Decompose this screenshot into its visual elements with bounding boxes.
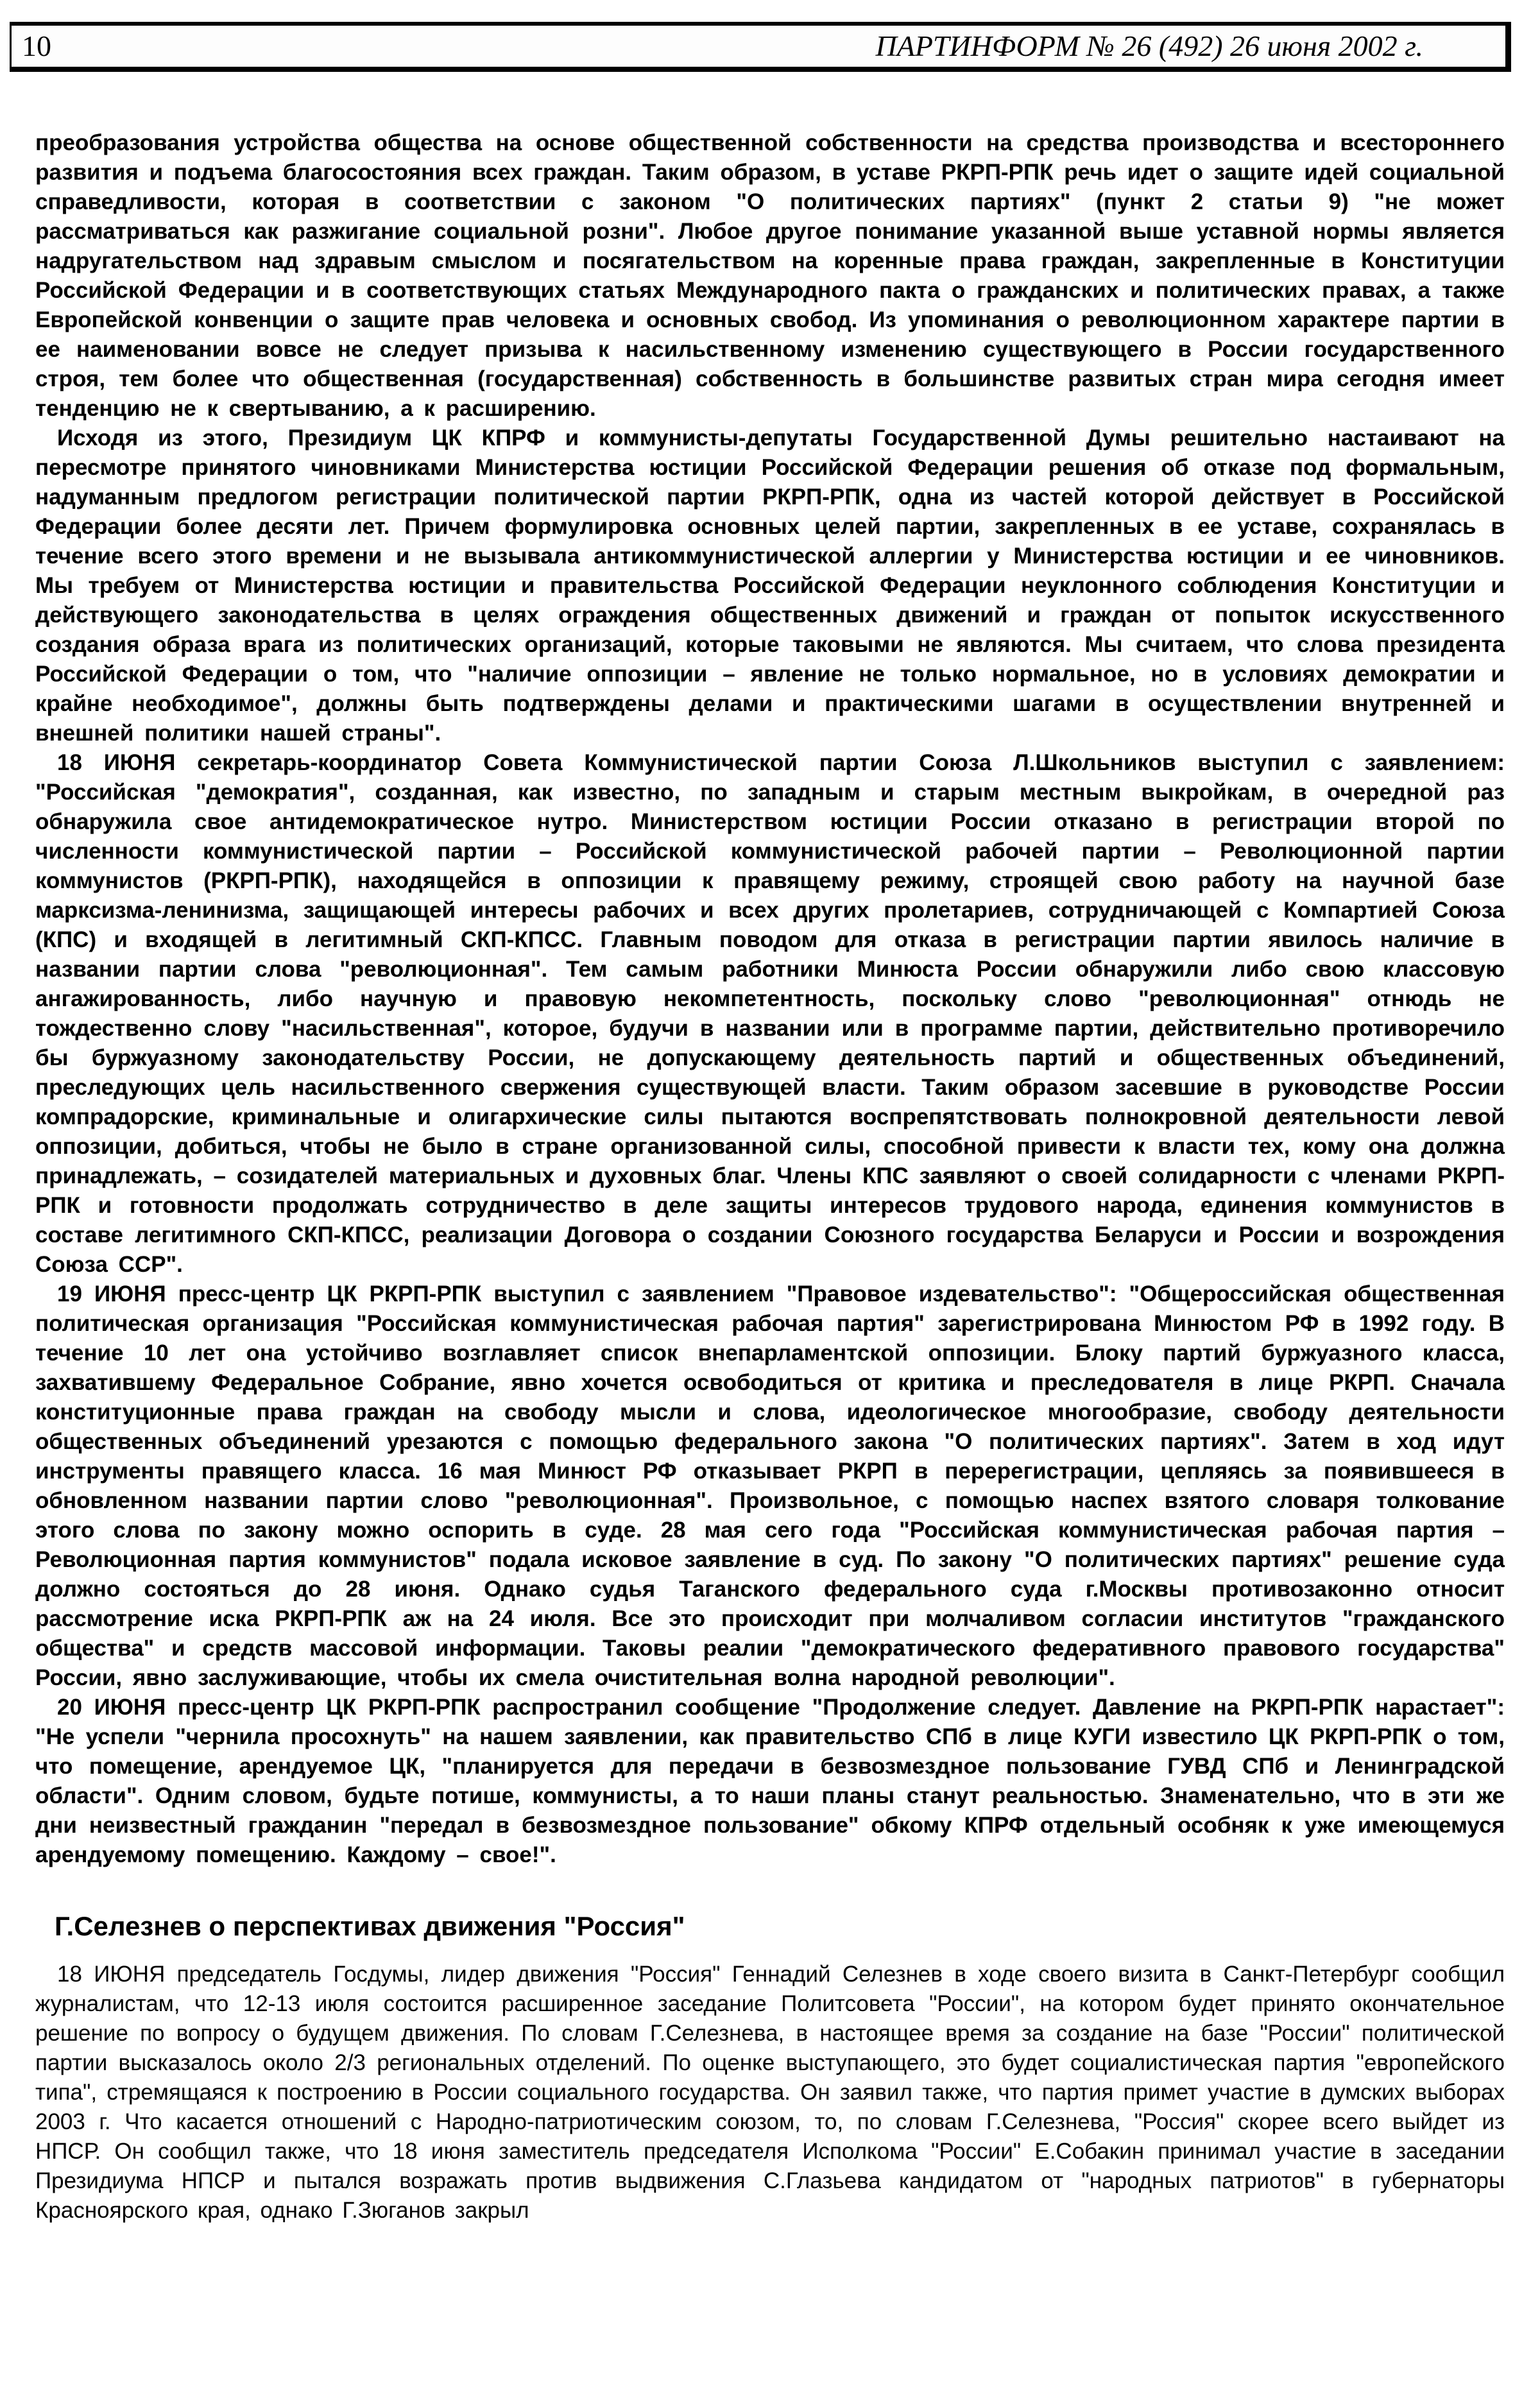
paragraph: 19 ИЮНЯ пресс-центр ЦК РКРП-РПК выступил с заявлением "Правовое издевательство": "Общероссийская общественная политическая организация "Российская коммунистическая рабочая партия" зарегистрирована Минюстом РФ в 1992 году. В течение 10 лет она устойчиво возглавляет список внепарламентской оппозиции. Блоку партий буржуазного класса, захватившему Федеральное Собрание, явно хочется освободиться от критика и преследователя в лице РКРП. Сначала конституционные права граждан на свободу мысли и слова, идеологическое многообразие, свободу деятельности общественных объединений урезаются с помощью федерального закона "О политических партиях". Затем в ход идут инструменты правящего класса. 16 мая Минюст РФ отказывает РКРП в перерегистрации, цепляясь за появившееся в обновленном названии партии слово "революционная". Произвольное, с помощью наспех взятого словаря толкование этого слова по закону можно оспорить в суде. 28 мая сего года "Российская коммунистическая рабочая партия – Революционная партия коммунистов" подала исковое заявление в суд. По закону "О политических партиях" решение суда должно состояться до 28 июня. Однако судья Таганского федерального суда г.Москвы противозаконно относит рассмотрение иска РКРП-РПК аж на 24 июля. Все это происходит при молчаливом согласии институтов "гражданского общества" и средств массовой информации. Таковы реалии "демократического федеративного правового государства" России, явно заслуживающие, чтобы их смела очистительная волна народной революции". (35, 1281, 1505, 1690)
paragraph: 18 ИЮНЯ секретарь-координатор Совета Коммунистической партии Союза Л.Школьников выступил с заявлением: "Российская "демократия", созданная, как известно, по западным и старым местным выкройкам, в очередной раз обнаружила свое антидемократическое нутро. Министерством юстиции России отказано в регистрации второй по численности коммунистической партии – Российской коммунистической рабочей партии – Революционной партии коммунистов (РКРП-РПК), находящейся в оппозиции к правящему режиму, строящей свою работу на научной базе марксизма-ленинизма, защищающей интересы рабочих и всех других пролетариев, сотрудничающей с Компартией Союза (КПС) и входящей в легитимный СКП-КПСС. Главным поводом для отказа в регистрации партии явилось наличие в названии партии слова "революционная". Тем самым работники Минюста России обнаружили либо свою классовую ангажированность, либо научную и правовую некомпетентность, поскольку слово "революционная" отнюдь не тождественно слову "насильственная", которое, будучи в названии или в программе партии, действительно противоречило бы буржуазному законодательству России, не допускающему деятельность партий и общественных объединений, преследующих цель насильственного свержения существующей власти. Таким образом засевшие в руководстве России компрадорские, криминальные и олигархические силы пытаются воспрепятствовать полнокровной деятельности левой оппозиции, добиться, чтобы не было в стране организованной силы, способной привести к власти тех, кому она должна принадлежать, – созидателей материальных и духовных благ. Члены КПС заявляют о своей солидарности с членами РКРП-РПК и готовности продолжать сотрудничество в деле защиты интересов трудового народа, единения коммунистов в составе легитимного СКП-КПСС, реализации Договора о создании Союзного государства Беларуси и России и возрождения Союза ССР". (35, 750, 1505, 1277)
masthead-title: ПАРТИНФОРМ № 26 (492) 26 июня 2002 г. (875, 30, 1423, 62)
header-bar (10, 22, 1511, 72)
paragraph: 18 ИЮНЯ председатель Госдумы, лидер движения "Россия" Геннадий Селезнев в ходе своего визита в Санкт-Петербург сообщил журналистам, что 12-13 июля состоится расширенное заседание Политсовета "России", на котором будет принято окончательное решение по вопросу о будущем движения. По словам Г.Селезнева, в настоящее время за создание на базе "России" политической партии высказалось около 2/3 региональных отделений. По оценке выступающего, это будет социалистическая партия "европейского типа", стремящаяся к построению в России социального государства. Он заявил также, что партия примет участие в думских выборах 2003 г. Что касается отношений с Народно-патриотическим союзом, то, по словам Г.Селезнева, "Россия" скорее всего выйдет из НПСР. Он сообщил также, что 18 июня заместитель председателя Исполкома "России" Е.Собакин принимал участие в заседании Президиума НПСР и пытался возражать против выдвижения С.Глазьева кандидатом от "народных патриотов" в губернаторы Красноярского края, однако Г.Зюганов закрыл (35, 1962, 1505, 2223)
paragraph: преобразования устройства общества на основе общественной собственности на средства производства и всестороннего развития и подъема благосостояния всех граждан. Таким образом, в уставе РКРП-РПК речь идет о защите идей социальной справедливости, которая в соответствии с законом "О политических партиях" (пункт 2 статьи 9) "не может рассматриваться как разжигание социальной розни". Любое другое понимание указанной выше уставной нормы является надругательством над здравым смыслом и посягательством на коренные права граждан, закрепленные в Конституции Российской Федерации и в соответствующих статьях Международного пакта о гражданских и политических правах, а также Европейской конвенции о защите прав человека и основных свобод. Из упоминания о революционном характере партии в ее наименовании вовсе не следует призыва к насильственному изменению существующего в России государственного строя, тем более что общественная (государственная) собственность в большинстве развитых стран мира сегодня имеет тенденцию не к свертыванию, а к расширению. (35, 130, 1505, 421)
paragraph: 20 ИЮНЯ пресс-центр ЦК РКРП-РПК распространил сообщение "Продолжение следует. Давление на РКРП-РПК нарастает": "Не успели "чернила просохнуть" на нашем заявлении, как правительство СПб в лице КУГИ известило ЦК РКРП-РПК о том, что помещение, арендуемое ЦК, "планируется для передачи в безвозмездное пользование ГУВД СПб и Ленинградской области". Одним словом, будьте потише, коммунисты, а то наши планы станут реальностью. Знаменательно, что в эти же дни неизвестный гражданин "передал в безвозмездное пользование" обкому КПРФ отдельный особняк к уже имеющемуся арендуемому помещению. Каждому – свое!". (35, 1695, 1505, 1867)
body-text (35, 128, 1505, 2225)
page-number: 10 (22, 30, 51, 62)
section-heading: Г.Селезнев о перспективах движения "Россия" (55, 1911, 685, 1941)
paragraph: Исходя из этого, Президиум ЦК КПРФ и коммунисты-депутаты Государственной Думы решительно настаивают на пересмотре принятого чиновниками Министерства юстиции Российской Федерации решения об отказе под формальным, надуманным предлогом регистрации политической партии РКРП-РПК, одна из частей которой действует в Российской Федерации более десяти лет. Причем формулировка основных целей партии, закрепленных в ее уставе, сохранялась в течение всего этого времени и не вызывала антикоммунистической аллергии у Министерства юстиции и ее чиновников. Мы требуем от Министерства юстиции и правительства Российской Федерации неуклонного соблюдения Конституции и действующего законодательства в целях ограждения общественных движений и граждан от попыток искусственного создания образа врага из политических организаций, которые таковыми не являются. Мы считаем, что слова президента Российской Федерации о том, что "наличие оппозиции – явление не только нормальное, но в условиях демократии и крайне необходимое", должны быть подтверждены делами и практическими шагами в осуществлении внутренней и внешней политики нашей страны". (35, 425, 1505, 746)
